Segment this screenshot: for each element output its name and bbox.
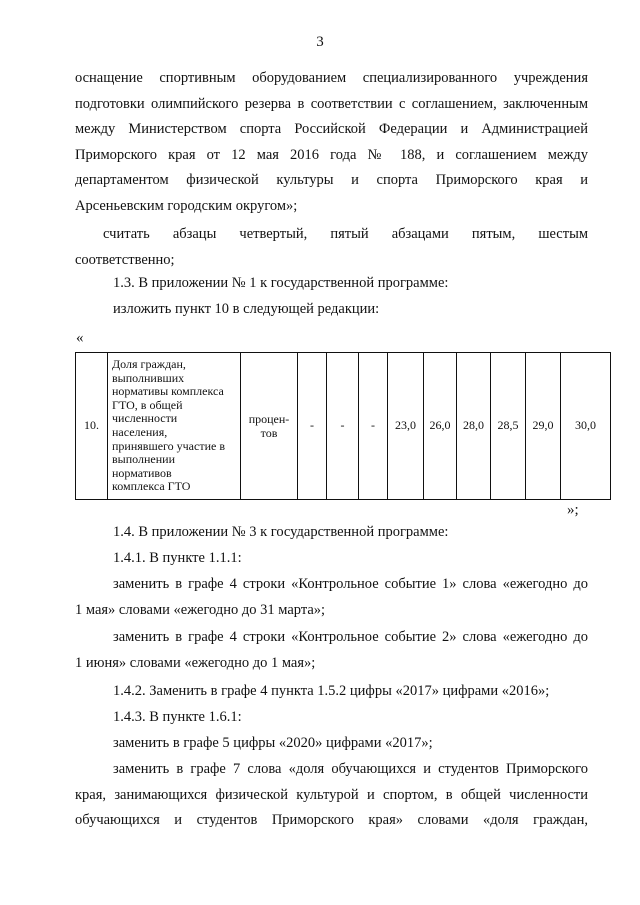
item-1-4-2: 1.4.2. Заменить в графе 4 пункта 1.5.2 цифры «2017» цифрами «2016»; (113, 683, 550, 699)
text-line: между Министерством спорта Российской Федерации и Администрацией (75, 121, 588, 138)
text-line: считать абзацы четвертый, пятый абзацами пятым, шестым (103, 226, 588, 242)
value-cell: 29,0 (526, 353, 561, 500)
row-number-cell: 10. (76, 353, 108, 500)
replace-paragraph-3: заменить в графе 5 цифры «2020» цифрами «2017»; (113, 735, 433, 751)
program-indicator-table (75, 352, 611, 500)
replace-paragraph-4 (75, 757, 588, 834)
text-line: оснащение спортивным оборудованием специализированного учреждения (75, 70, 588, 86)
replace-paragraph-1 (75, 572, 588, 623)
indicator-name-cell (108, 353, 241, 500)
name-line: выполнивших (112, 370, 185, 385)
name-line: нормативы комплекса (112, 384, 224, 399)
text-line: Арсеньевским городским округом»; (75, 197, 298, 214)
text-line: заменить в графе 4 строки «Контрольное событие 2» слова «ежегодно до (113, 629, 588, 645)
item-1-4-1-heading: 1.4.1. В пункте 1.1.1: (113, 550, 242, 566)
unit-line: тов (260, 425, 278, 440)
unit-cell (241, 353, 298, 500)
unit-line: процен- (248, 412, 290, 426)
value-cell: 30,0 (561, 353, 611, 500)
paragraph-2 (75, 222, 588, 273)
item-1-3-text: изложить пункт 10 в следующей редакции: (113, 301, 380, 317)
name-line: Доля граждан, (112, 357, 186, 372)
name-line: ГТО, в общей (112, 397, 183, 412)
value-cell: - (327, 353, 359, 500)
item-1-4-3-heading: 1.4.3. В пункте 1.6.1: (113, 709, 242, 725)
text-line: обучающихся и студентов Приморского края» словами «доля граждан, (75, 812, 588, 829)
text-line: заменить в графе 4 строки «Контрольное событие 1» слова «ежегодно до (113, 576, 588, 592)
value-cell: 28,0 (457, 353, 491, 500)
name-line: населения, (112, 425, 168, 439)
replace-paragraph-2 (75, 625, 588, 676)
name-line: выполнении (112, 452, 175, 467)
text-line: соответственно; (75, 251, 175, 268)
value-cell: - (359, 353, 388, 500)
value-cell: 26,0 (424, 353, 457, 500)
text-line: 1 мая» словами «ежегодно до 31 марта»; (75, 601, 326, 618)
closing-quote: »; (567, 502, 579, 518)
text-line: заменить в графе 7 слова «доля обучающихся и студентов Приморского (113, 761, 588, 777)
value-cell: - (298, 353, 327, 500)
table-row (76, 353, 611, 500)
text-line: края, занимающихся физической культурой и спортом, в общей численности (75, 786, 588, 803)
name-line: нормативов (112, 465, 172, 480)
text-line: Приморского края от 12 мая 2016 года № 188, и соглашением между (75, 146, 588, 163)
value-cell: 23,0 (388, 353, 424, 500)
paragraph-1 (75, 66, 588, 220)
item-1-3-heading: 1.3. В приложении № 1 к государственной программе: (113, 275, 449, 291)
opening-quote: « (76, 330, 84, 346)
value-cell: 28,5 (491, 353, 526, 500)
text-line: подготовки олимпийского резерва в соответствии с соглашением, заключенным (75, 95, 588, 112)
text-line: 1 июня» словами «ежегодно до 1 мая»; (75, 654, 316, 671)
name-line: комплекса ГТО (112, 479, 191, 494)
page-number: 3 (316, 34, 324, 50)
text-line: департаментом физической культуры и спорта Приморского края и (75, 172, 588, 189)
name-line: принявшего участие в (112, 438, 225, 453)
item-1-4-heading: 1.4. В приложении № 3 к государственной программе: (113, 524, 449, 540)
name-line: численности (112, 411, 178, 426)
